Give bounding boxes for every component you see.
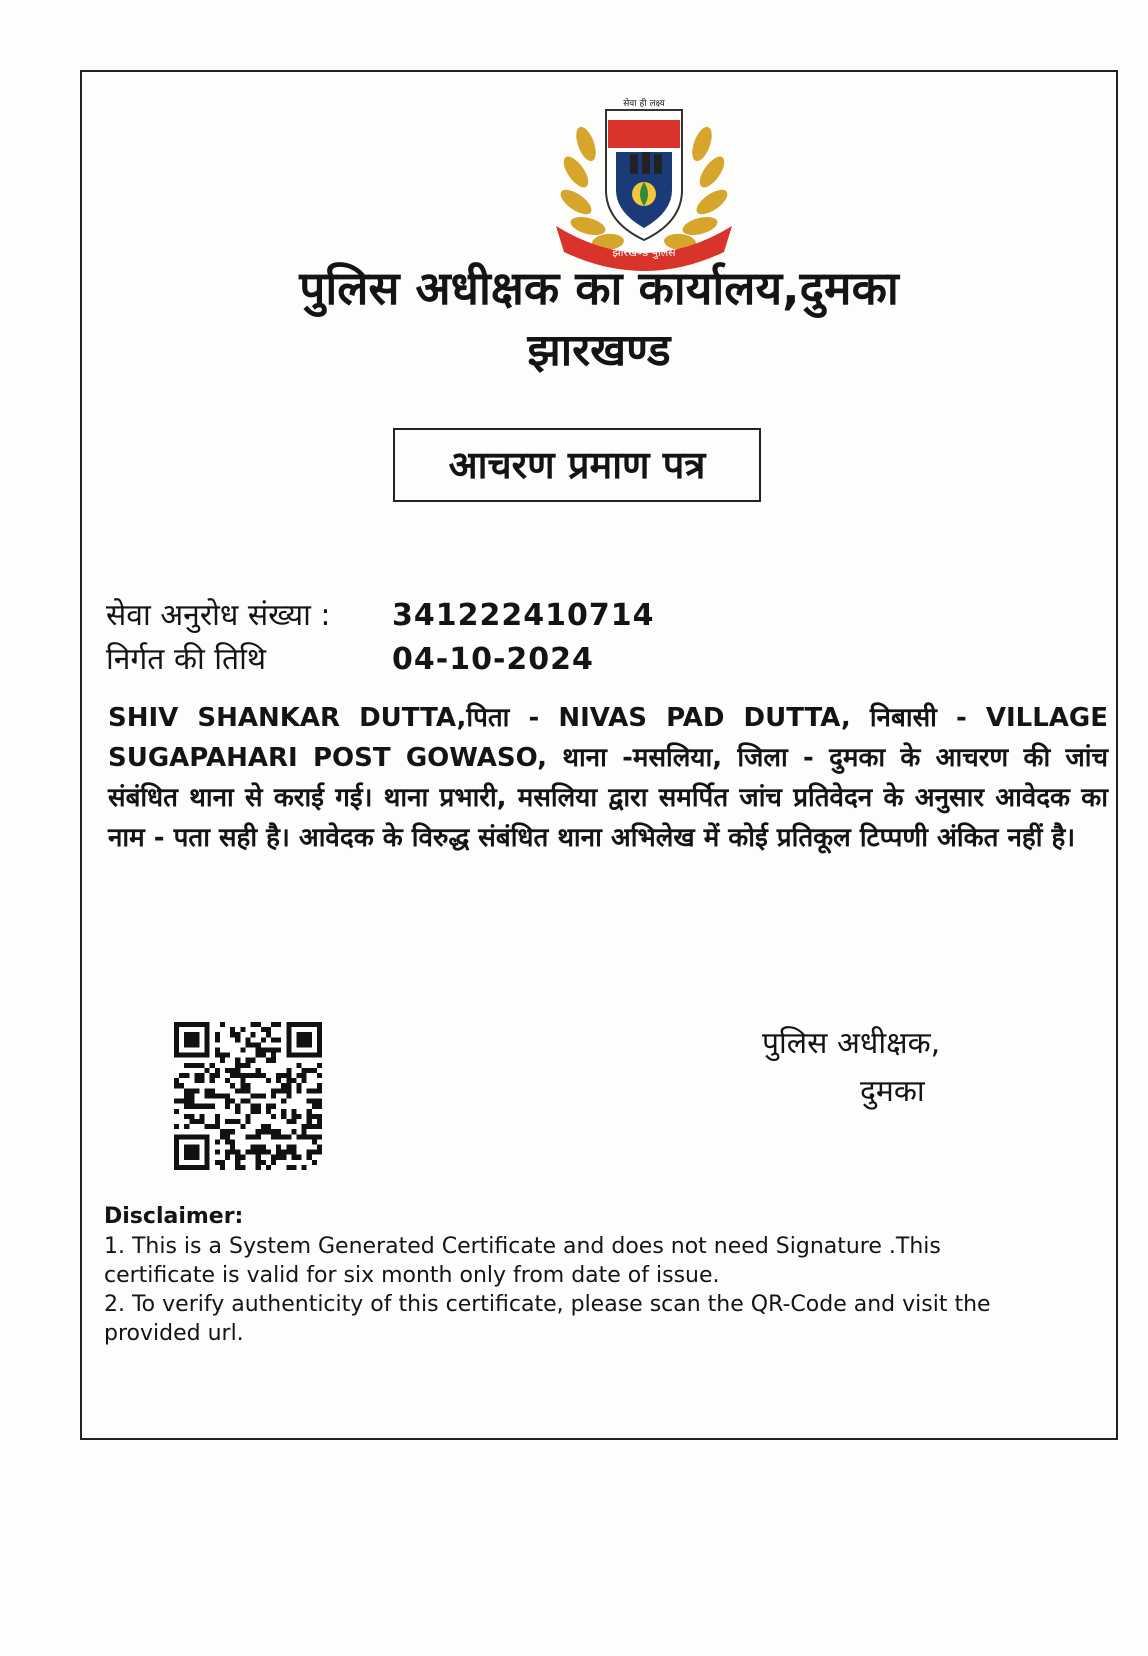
issue-date-row bbox=[106, 640, 594, 680]
signatory-designation: पुलिस अधीक्षक, bbox=[762, 1026, 941, 1061]
jharkhand-police-emblem-icon bbox=[546, 94, 742, 278]
certificate-frame bbox=[80, 70, 1118, 1440]
disclaimer-heading: Disclaimer: bbox=[104, 1204, 244, 1229]
disclaimer-item: 1. This is a System Generated Certificate and does not need Signature .This certificate is valid for six month only from date of issue. bbox=[104, 1234, 941, 1288]
service-request-row bbox=[106, 596, 655, 636]
service-request-label: सेवा अनुरोध संख्या : bbox=[106, 598, 331, 633]
certificate-body: SHIV SHANKAR DUTTA,पिता - NIVAS PAD DUTTA, निबासी - VILLAGE SUGAPAHARI POST GOWASO, थाना -मसलिया, जिला - दुमका के आचरण की जांच संबंधित थाना से कराई गई। थाना प्रभारी, मसलिया द्वारा समर्पित जांच प्रतिवेदन के अनुसार आवेदक का नाम - पता सही है। आवेदक के विरुद्ध संबंधित थाना अभिलेख में कोई प्रतिकूल टिप्पणी अंकित नहीं है। bbox=[108, 703, 1108, 853]
signatory-place: दुमका bbox=[860, 1074, 925, 1109]
state-name: झारखण्ड bbox=[527, 325, 671, 376]
emblem-motto: सेवा ही लक्ष्य bbox=[623, 99, 665, 109]
qr-code-icon bbox=[174, 1022, 322, 1170]
office-title: पुलिस अधीक्षक का कार्यालय,दुमका bbox=[299, 261, 899, 315]
issue-date-value: 04-10-2024 bbox=[392, 642, 594, 677]
issue-date-label: निर्गत की तिथि bbox=[106, 642, 267, 677]
disclaimer-text bbox=[104, 1232, 1004, 1348]
emblem-ribbon-text: झारखण्ड पुलिस bbox=[612, 246, 676, 259]
service-request-number: 341222410714 bbox=[392, 598, 655, 633]
certificate-title: आचरण प्रमाण पत्र bbox=[393, 428, 761, 502]
disclaimer-item: 2. To verify authenticity of this certificate, please scan the QR-Code and visit the provided url. bbox=[104, 1292, 991, 1346]
